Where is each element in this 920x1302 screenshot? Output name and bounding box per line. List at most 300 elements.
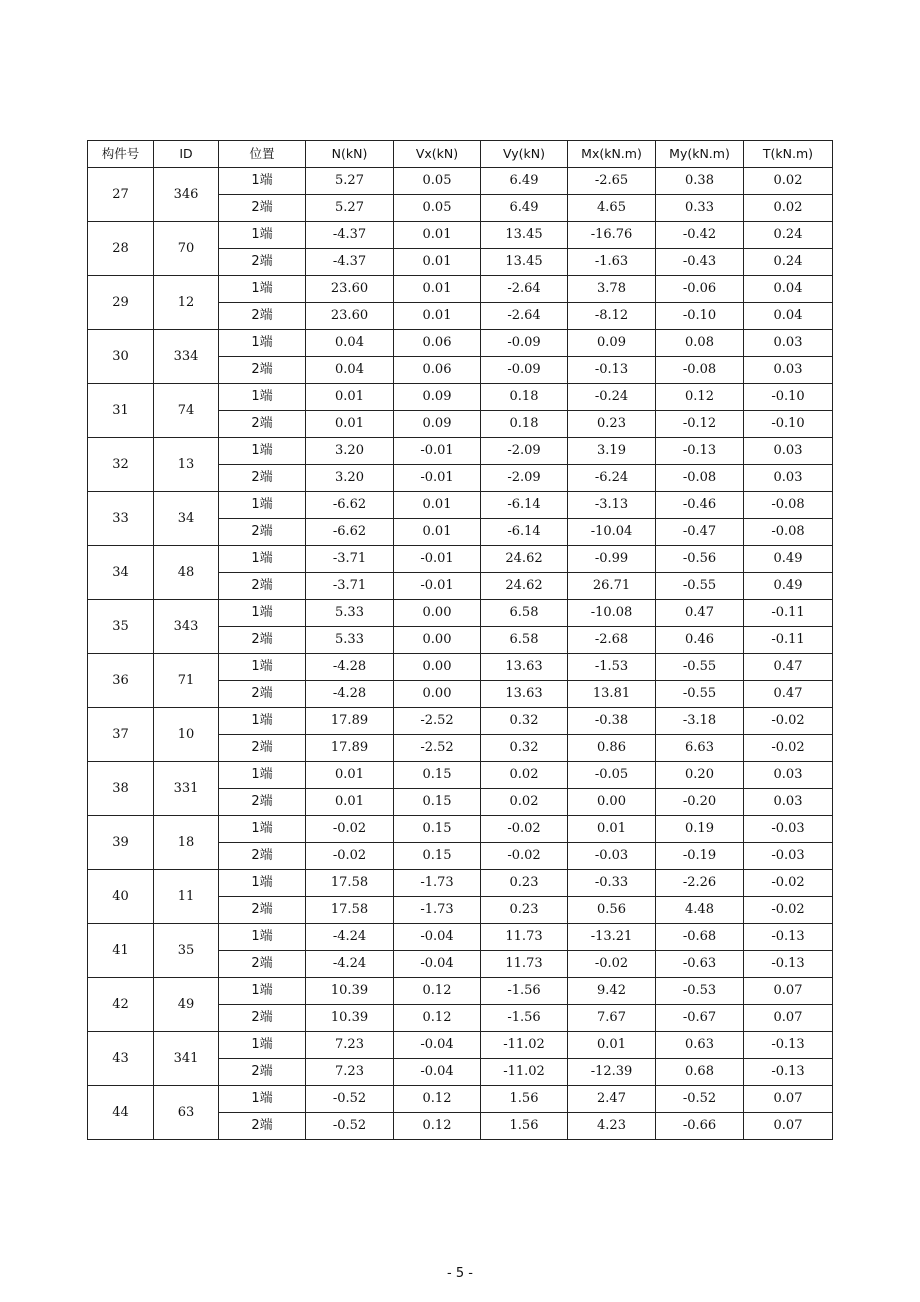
my-value-cell: -0.12 xyxy=(656,411,744,438)
position-cell: 1端 xyxy=(219,438,306,465)
my-value-cell: -0.42 xyxy=(656,222,744,249)
vy-value-cell: 11.73 xyxy=(481,924,568,951)
vy-value-cell: 6.49 xyxy=(481,195,568,222)
table-row xyxy=(88,330,833,357)
mx-value-cell: -13.21 xyxy=(568,924,656,951)
table-row xyxy=(88,384,833,411)
member-no-cell: 37 xyxy=(88,708,154,762)
vy-value-cell: 24.62 xyxy=(481,546,568,573)
member-no-cell: 35 xyxy=(88,600,154,654)
header-t: T(kN.m) xyxy=(744,141,833,168)
my-value-cell: 0.33 xyxy=(656,195,744,222)
vy-value-cell: -0.09 xyxy=(481,330,568,357)
n-value-cell: 5.27 xyxy=(306,195,394,222)
my-value-cell: -0.55 xyxy=(656,681,744,708)
my-value-cell: -3.18 xyxy=(656,708,744,735)
my-value-cell: -0.13 xyxy=(656,438,744,465)
vx-value-cell: -0.01 xyxy=(394,546,481,573)
vx-value-cell: -0.04 xyxy=(394,951,481,978)
table-row xyxy=(88,654,833,681)
mx-value-cell: 13.81 xyxy=(568,681,656,708)
page-number: - 5 - xyxy=(447,1266,473,1281)
member-id-cell: 10 xyxy=(154,708,219,762)
t-value-cell: 0.07 xyxy=(744,978,833,1005)
vx-value-cell: -1.73 xyxy=(394,870,481,897)
n-value-cell: -3.71 xyxy=(306,573,394,600)
mx-value-cell: 2.47 xyxy=(568,1086,656,1113)
member-id-cell: 346 xyxy=(154,168,219,222)
vy-value-cell: -6.14 xyxy=(481,492,568,519)
table-row xyxy=(88,276,833,303)
vy-value-cell: 6.58 xyxy=(481,627,568,654)
mx-value-cell: 7.67 xyxy=(568,1005,656,1032)
mx-value-cell: 4.23 xyxy=(568,1113,656,1140)
n-value-cell: 0.01 xyxy=(306,384,394,411)
vy-value-cell: 6.49 xyxy=(481,168,568,195)
my-value-cell: -0.20 xyxy=(656,789,744,816)
vx-value-cell: 0.15 xyxy=(394,843,481,870)
t-value-cell: 0.07 xyxy=(744,1113,833,1140)
my-value-cell: 0.63 xyxy=(656,1032,744,1059)
n-value-cell: 5.27 xyxy=(306,168,394,195)
n-value-cell: 3.20 xyxy=(306,438,394,465)
t-value-cell: 0.07 xyxy=(744,1086,833,1113)
mx-value-cell: -0.24 xyxy=(568,384,656,411)
vy-value-cell: 13.63 xyxy=(481,654,568,681)
my-value-cell: -0.68 xyxy=(656,924,744,951)
vx-value-cell: 0.05 xyxy=(394,168,481,195)
mx-value-cell: 4.65 xyxy=(568,195,656,222)
n-value-cell: 23.60 xyxy=(306,303,394,330)
my-value-cell: 6.63 xyxy=(656,735,744,762)
n-value-cell: -0.02 xyxy=(306,843,394,870)
table-row xyxy=(88,978,833,1005)
my-value-cell: -2.26 xyxy=(656,870,744,897)
t-value-cell: 0.04 xyxy=(744,303,833,330)
member-id-cell: 48 xyxy=(154,546,219,600)
mx-value-cell: -6.24 xyxy=(568,465,656,492)
member-id-cell: 13 xyxy=(154,438,219,492)
member-no-cell: 31 xyxy=(88,384,154,438)
mx-value-cell: 0.86 xyxy=(568,735,656,762)
table-row xyxy=(88,870,833,897)
position-cell: 1端 xyxy=(219,816,306,843)
my-value-cell: -0.67 xyxy=(656,1005,744,1032)
t-value-cell: -0.11 xyxy=(744,600,833,627)
member-no-cell: 40 xyxy=(88,870,154,924)
n-value-cell: -4.37 xyxy=(306,249,394,276)
table-row xyxy=(88,1032,833,1059)
n-value-cell: -3.71 xyxy=(306,546,394,573)
vx-value-cell: -0.01 xyxy=(394,573,481,600)
mx-value-cell: 9.42 xyxy=(568,978,656,1005)
my-value-cell: -0.47 xyxy=(656,519,744,546)
vy-value-cell: -0.09 xyxy=(481,357,568,384)
vy-value-cell: 0.23 xyxy=(481,897,568,924)
member-id-cell: 70 xyxy=(154,222,219,276)
n-value-cell: 10.39 xyxy=(306,1005,394,1032)
table-row xyxy=(88,546,833,573)
position-cell: 1端 xyxy=(219,654,306,681)
vy-value-cell: 1.56 xyxy=(481,1086,568,1113)
member-id-cell: 74 xyxy=(154,384,219,438)
n-value-cell: 0.04 xyxy=(306,330,394,357)
mx-value-cell: -0.33 xyxy=(568,870,656,897)
member-id-cell: 334 xyxy=(154,330,219,384)
vy-value-cell: -0.02 xyxy=(481,816,568,843)
t-value-cell: 0.03 xyxy=(744,465,833,492)
n-value-cell: 5.33 xyxy=(306,627,394,654)
t-value-cell: -0.10 xyxy=(744,384,833,411)
position-cell: 2端 xyxy=(219,1113,306,1140)
mx-value-cell: -0.99 xyxy=(568,546,656,573)
header-id: ID xyxy=(154,141,219,168)
my-value-cell: -0.43 xyxy=(656,249,744,276)
my-value-cell: 0.46 xyxy=(656,627,744,654)
vy-value-cell: 11.73 xyxy=(481,951,568,978)
position-cell: 2端 xyxy=(219,1005,306,1032)
member-force-table xyxy=(87,140,833,1140)
mx-value-cell: 3.19 xyxy=(568,438,656,465)
vx-value-cell: 0.06 xyxy=(394,330,481,357)
vy-value-cell: -2.64 xyxy=(481,303,568,330)
n-value-cell: 5.33 xyxy=(306,600,394,627)
member-no-cell: 43 xyxy=(88,1032,154,1086)
position-cell: 2端 xyxy=(219,843,306,870)
header-my: My(kN.m) xyxy=(656,141,744,168)
member-no-cell: 36 xyxy=(88,654,154,708)
member-id-cell: 18 xyxy=(154,816,219,870)
t-value-cell: 0.03 xyxy=(744,789,833,816)
vx-value-cell: 0.15 xyxy=(394,816,481,843)
n-value-cell: 17.58 xyxy=(306,870,394,897)
vx-value-cell: 0.01 xyxy=(394,492,481,519)
my-value-cell: 0.38 xyxy=(656,168,744,195)
table-row xyxy=(88,600,833,627)
table-row xyxy=(88,708,833,735)
member-no-cell: 42 xyxy=(88,978,154,1032)
position-cell: 1端 xyxy=(219,870,306,897)
n-value-cell: 23.60 xyxy=(306,276,394,303)
table-row xyxy=(88,438,833,465)
member-no-cell: 34 xyxy=(88,546,154,600)
vx-value-cell: 0.05 xyxy=(394,195,481,222)
t-value-cell: -0.02 xyxy=(744,735,833,762)
vx-value-cell: 0.01 xyxy=(394,222,481,249)
my-value-cell: -0.55 xyxy=(656,654,744,681)
n-value-cell: 0.04 xyxy=(306,357,394,384)
my-value-cell: -0.52 xyxy=(656,1086,744,1113)
n-value-cell: 0.01 xyxy=(306,411,394,438)
t-value-cell: -0.08 xyxy=(744,492,833,519)
t-value-cell: 0.47 xyxy=(744,654,833,681)
table-row xyxy=(88,924,833,951)
t-value-cell: 0.49 xyxy=(744,546,833,573)
mx-value-cell: 0.09 xyxy=(568,330,656,357)
position-cell: 2端 xyxy=(219,249,306,276)
n-value-cell: -4.28 xyxy=(306,681,394,708)
n-value-cell: 17.89 xyxy=(306,708,394,735)
vx-value-cell: 0.12 xyxy=(394,978,481,1005)
t-value-cell: 0.03 xyxy=(744,357,833,384)
mx-value-cell: -0.13 xyxy=(568,357,656,384)
member-id-cell: 71 xyxy=(154,654,219,708)
mx-value-cell: 0.23 xyxy=(568,411,656,438)
t-value-cell: 0.02 xyxy=(744,168,833,195)
member-id-cell: 343 xyxy=(154,600,219,654)
mx-value-cell: 0.01 xyxy=(568,1032,656,1059)
header-vx: Vx(kN) xyxy=(394,141,481,168)
my-value-cell: 0.12 xyxy=(656,384,744,411)
member-id-cell: 34 xyxy=(154,492,219,546)
n-value-cell: 0.01 xyxy=(306,762,394,789)
header-position: 位置 xyxy=(219,141,306,168)
vy-value-cell: 1.56 xyxy=(481,1113,568,1140)
t-value-cell: -0.03 xyxy=(744,843,833,870)
mx-value-cell: -0.03 xyxy=(568,843,656,870)
n-value-cell: -0.02 xyxy=(306,816,394,843)
position-cell: 1端 xyxy=(219,924,306,951)
table-body xyxy=(88,168,833,1140)
n-value-cell: 3.20 xyxy=(306,465,394,492)
vx-value-cell: 0.00 xyxy=(394,654,481,681)
vy-value-cell: 6.58 xyxy=(481,600,568,627)
my-value-cell: -0.06 xyxy=(656,276,744,303)
position-cell: 2端 xyxy=(219,519,306,546)
my-value-cell: 0.68 xyxy=(656,1059,744,1086)
table-row xyxy=(88,762,833,789)
t-value-cell: 0.03 xyxy=(744,762,833,789)
vy-value-cell: 13.45 xyxy=(481,249,568,276)
vy-value-cell: -2.09 xyxy=(481,438,568,465)
position-cell: 2端 xyxy=(219,1059,306,1086)
vx-value-cell: 0.12 xyxy=(394,1113,481,1140)
mx-value-cell: -0.05 xyxy=(568,762,656,789)
position-cell: 1端 xyxy=(219,276,306,303)
vx-value-cell: 0.01 xyxy=(394,276,481,303)
mx-value-cell: 26.71 xyxy=(568,573,656,600)
member-no-cell: 32 xyxy=(88,438,154,492)
my-value-cell: -0.19 xyxy=(656,843,744,870)
my-value-cell: 0.19 xyxy=(656,816,744,843)
position-cell: 1端 xyxy=(219,762,306,789)
vx-value-cell: 0.09 xyxy=(394,384,481,411)
mx-value-cell: 0.56 xyxy=(568,897,656,924)
vy-value-cell: -2.64 xyxy=(481,276,568,303)
vx-value-cell: -0.04 xyxy=(394,1059,481,1086)
t-value-cell: 0.03 xyxy=(744,438,833,465)
position-cell: 1端 xyxy=(219,168,306,195)
vx-value-cell: -2.52 xyxy=(394,735,481,762)
position-cell: 2端 xyxy=(219,681,306,708)
mx-value-cell: -0.38 xyxy=(568,708,656,735)
mx-value-cell: -10.08 xyxy=(568,600,656,627)
table-row xyxy=(88,1086,833,1113)
vy-value-cell: 0.02 xyxy=(481,762,568,789)
vy-value-cell: -0.02 xyxy=(481,843,568,870)
table-header-row xyxy=(88,141,833,168)
position-cell: 1端 xyxy=(219,330,306,357)
header-n: N(kN) xyxy=(306,141,394,168)
mx-value-cell: 0.00 xyxy=(568,789,656,816)
t-value-cell: 0.47 xyxy=(744,681,833,708)
vx-value-cell: -0.04 xyxy=(394,1032,481,1059)
t-value-cell: -0.02 xyxy=(744,708,833,735)
member-no-cell: 27 xyxy=(88,168,154,222)
vx-value-cell: -1.73 xyxy=(394,897,481,924)
my-value-cell: -0.55 xyxy=(656,573,744,600)
position-cell: 2端 xyxy=(219,897,306,924)
mx-value-cell: 3.78 xyxy=(568,276,656,303)
vx-value-cell: 0.01 xyxy=(394,249,481,276)
member-no-cell: 28 xyxy=(88,222,154,276)
n-value-cell: -4.37 xyxy=(306,222,394,249)
mx-value-cell: -1.53 xyxy=(568,654,656,681)
n-value-cell: -6.62 xyxy=(306,519,394,546)
vx-value-cell: -2.52 xyxy=(394,708,481,735)
vy-value-cell: -1.56 xyxy=(481,1005,568,1032)
my-value-cell: 0.47 xyxy=(656,600,744,627)
member-id-cell: 331 xyxy=(154,762,219,816)
t-value-cell: 0.24 xyxy=(744,222,833,249)
n-value-cell: -6.62 xyxy=(306,492,394,519)
my-value-cell: -0.08 xyxy=(656,357,744,384)
header-vy: Vy(kN) xyxy=(481,141,568,168)
position-cell: 2端 xyxy=(219,411,306,438)
position-cell: 2端 xyxy=(219,789,306,816)
t-value-cell: -0.11 xyxy=(744,627,833,654)
member-no-cell: 44 xyxy=(88,1086,154,1140)
t-value-cell: -0.02 xyxy=(744,870,833,897)
member-no-cell: 39 xyxy=(88,816,154,870)
member-no-cell: 29 xyxy=(88,276,154,330)
header-mx: Mx(kN.m) xyxy=(568,141,656,168)
my-value-cell: -0.10 xyxy=(656,303,744,330)
t-value-cell: 0.04 xyxy=(744,276,833,303)
member-id-cell: 341 xyxy=(154,1032,219,1086)
member-id-cell: 35 xyxy=(154,924,219,978)
position-cell: 2端 xyxy=(219,735,306,762)
table-row xyxy=(88,816,833,843)
my-value-cell: -0.46 xyxy=(656,492,744,519)
n-value-cell: 0.01 xyxy=(306,789,394,816)
t-value-cell: -0.13 xyxy=(744,1032,833,1059)
vy-value-cell: -11.02 xyxy=(481,1032,568,1059)
position-cell: 1端 xyxy=(219,1086,306,1113)
member-no-cell: 30 xyxy=(88,330,154,384)
position-cell: 1端 xyxy=(219,978,306,1005)
position-cell: 1端 xyxy=(219,1032,306,1059)
vx-value-cell: 0.15 xyxy=(394,762,481,789)
n-value-cell: 7.23 xyxy=(306,1059,394,1086)
member-no-cell: 41 xyxy=(88,924,154,978)
vy-value-cell: 0.18 xyxy=(481,384,568,411)
member-id-cell: 63 xyxy=(154,1086,219,1140)
mx-value-cell: -16.76 xyxy=(568,222,656,249)
position-cell: 1端 xyxy=(219,600,306,627)
mx-value-cell: -8.12 xyxy=(568,303,656,330)
t-value-cell: -0.08 xyxy=(744,519,833,546)
mx-value-cell: -12.39 xyxy=(568,1059,656,1086)
vx-value-cell: 0.06 xyxy=(394,357,481,384)
position-cell: 2端 xyxy=(219,195,306,222)
vx-value-cell: 0.00 xyxy=(394,600,481,627)
member-no-cell: 33 xyxy=(88,492,154,546)
vx-value-cell: 0.09 xyxy=(394,411,481,438)
my-value-cell: -0.53 xyxy=(656,978,744,1005)
t-value-cell: 0.07 xyxy=(744,1005,833,1032)
n-value-cell: -0.52 xyxy=(306,1113,394,1140)
n-value-cell: -4.24 xyxy=(306,951,394,978)
vx-value-cell: 0.15 xyxy=(394,789,481,816)
vy-value-cell: 13.45 xyxy=(481,222,568,249)
vy-value-cell: 0.02 xyxy=(481,789,568,816)
t-value-cell: -0.02 xyxy=(744,897,833,924)
mx-value-cell: -0.02 xyxy=(568,951,656,978)
my-value-cell: -0.66 xyxy=(656,1113,744,1140)
position-cell: 2端 xyxy=(219,951,306,978)
t-value-cell: 0.03 xyxy=(744,330,833,357)
vy-value-cell: 0.32 xyxy=(481,708,568,735)
my-value-cell: 0.08 xyxy=(656,330,744,357)
position-cell: 1端 xyxy=(219,546,306,573)
vy-value-cell: -11.02 xyxy=(481,1059,568,1086)
mx-value-cell: -2.68 xyxy=(568,627,656,654)
position-cell: 2端 xyxy=(219,357,306,384)
position-cell: 1端 xyxy=(219,384,306,411)
table-row xyxy=(88,222,833,249)
vx-value-cell: 0.00 xyxy=(394,681,481,708)
my-value-cell: -0.63 xyxy=(656,951,744,978)
t-value-cell: -0.10 xyxy=(744,411,833,438)
t-value-cell: -0.13 xyxy=(744,951,833,978)
t-value-cell: 0.49 xyxy=(744,573,833,600)
my-value-cell: 0.20 xyxy=(656,762,744,789)
member-id-cell: 11 xyxy=(154,870,219,924)
vx-value-cell: 0.12 xyxy=(394,1005,481,1032)
vy-value-cell: 0.18 xyxy=(481,411,568,438)
table-row xyxy=(88,168,833,195)
n-value-cell: -4.28 xyxy=(306,654,394,681)
n-value-cell: -0.52 xyxy=(306,1086,394,1113)
vy-value-cell: -1.56 xyxy=(481,978,568,1005)
position-cell: 2端 xyxy=(219,573,306,600)
n-value-cell: 7.23 xyxy=(306,1032,394,1059)
vx-value-cell: 0.00 xyxy=(394,627,481,654)
t-value-cell: 0.24 xyxy=(744,249,833,276)
vy-value-cell: 24.62 xyxy=(481,573,568,600)
vx-value-cell: 0.12 xyxy=(394,1086,481,1113)
position-cell: 1端 xyxy=(219,708,306,735)
n-value-cell: 10.39 xyxy=(306,978,394,1005)
position-cell: 2端 xyxy=(219,465,306,492)
table-row xyxy=(88,492,833,519)
vx-value-cell: -0.01 xyxy=(394,438,481,465)
vy-value-cell: -2.09 xyxy=(481,465,568,492)
vx-value-cell: 0.01 xyxy=(394,519,481,546)
vx-value-cell: 0.01 xyxy=(394,303,481,330)
member-id-cell: 49 xyxy=(154,978,219,1032)
my-value-cell: 4.48 xyxy=(656,897,744,924)
position-cell: 1端 xyxy=(219,222,306,249)
vy-value-cell: 13.63 xyxy=(481,681,568,708)
vy-value-cell: 0.32 xyxy=(481,735,568,762)
mx-value-cell: 0.01 xyxy=(568,816,656,843)
position-cell: 2端 xyxy=(219,627,306,654)
mx-value-cell: -10.04 xyxy=(568,519,656,546)
member-no-cell: 38 xyxy=(88,762,154,816)
vy-value-cell: -6.14 xyxy=(481,519,568,546)
